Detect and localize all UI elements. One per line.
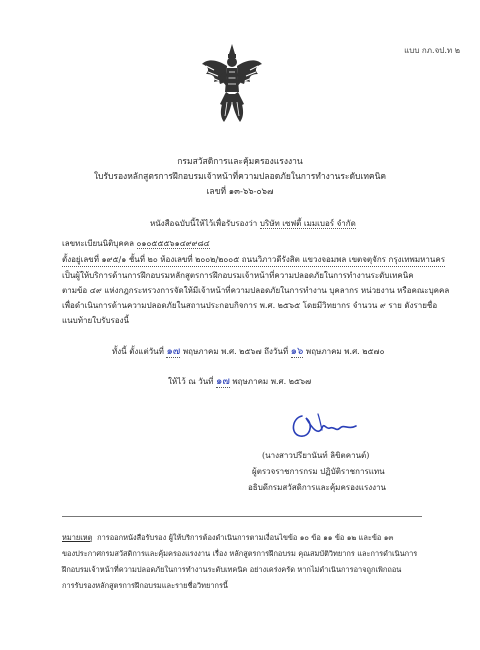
signatory-name: (นางสาวปรียานันท์ ลิขิตคานต์): [262, 451, 370, 460]
note-text-1: การออกหนังสือรับรอง ผู้ให้บริการต้องดำเนินการตามเงื่อนไขข้อ ๑๐ ข้อ ๑๑ ข้อ ๑๒ และข้อ ๑๓: [97, 533, 394, 542]
certificate-number: เลขที่ ๑๓-๖๖-๐๖๗: [206, 187, 274, 197]
signature-icon: [288, 408, 358, 442]
issued-line: [168, 376, 311, 388]
registration-label: เลขทะเบียนนิติบุคคล: [62, 239, 134, 248]
issued-day: ๑๗: [215, 376, 230, 387]
form-code: แบบ กภ.จป.ท ๒: [404, 46, 460, 55]
validity-start-day: ๑๗: [166, 346, 181, 357]
validity-to-label: พฤษภาคม พ.ศ. ๒๕๖๗ ถึงวันที่: [182, 347, 289, 356]
certificate-title: ใบรับรองหลักสูตรการฝึกอบรมเจ้าหน้าที่ความปลอดภัยในการทำงานระดับเทคนิค: [93, 172, 387, 182]
paragraph-line-2: ตามข้อ ๔๙ แห่งกฎกระทรวงการจัดให้มีเจ้าหน้าที่ความปลอดภัยในการทำงาน บุคลากร หน่วยงาน หรือคณะบุคคล: [62, 286, 450, 295]
note-line-1: [62, 530, 393, 545]
registration-line: [62, 238, 210, 250]
note-divider: [62, 516, 422, 517]
signatory-role-2: อธิบดีกรมสวัสดิการและคุ้มครองแรงงาน: [248, 483, 387, 492]
note-line-2: ของประกาศกรมสวัสดิการและคุ้มครองแรงงาน เรื่อง หลักสูตรการฝึกอบรม คุณสมบัติวิทยากร และการดำเนินการ: [62, 549, 418, 558]
paragraph-line-1: เป็นผู้ให้บริการด้านการฝึกอบรมหลักสูตรการฝึกอบรมเจ้าหน้าที่ความปลอดภัยในการทำงานระดับเทคนิค: [62, 271, 414, 280]
issued-label: ให้ไว้ ณ วันที่: [168, 377, 214, 386]
company-name: บริษัท เซฟตี้ เมมเบอร์ จำกัด: [259, 219, 356, 228]
registration-number: ๐๑๐๕๕๕๖๑๔๙๙๘๔: [136, 239, 210, 248]
issued-month-year: พฤษภาคม พ.ศ. ๒๕๖๗: [232, 377, 312, 386]
company-line: [150, 218, 356, 230]
validity-from-label: ทั้งนี้ ตั้งแต่วันที่: [112, 347, 164, 356]
signatory-role-1: ผู้ตรวจราชการกรม ปฏิบัติราชการแทน: [252, 467, 385, 476]
validity-end-day: ๑๖: [290, 346, 304, 357]
note-line-3: ฝึกอบรมเจ้าหน้าที่ความปลอดภัยในการทำงานระดับเทคนิค อย่างเคร่งครัด หากไม่ดำเนินการอาจถูกเพิกถอน: [62, 565, 402, 574]
validity-end-month-year: พฤษภาคม พ.ศ. ๒๕๗๐: [305, 347, 385, 356]
address-line: ตั้งอยู่เลขที่ ๑๙๕/๑ ชั้นที่ ๒๐ ห้องเลขที่ ๒๐๐๒/๒๐๐๕ ถนนวิภาวดีรังสิต แขวงจอมพล เขตจตุจักร กรุงเทพมหานคร: [62, 254, 445, 267]
paragraph-line-4: แนบท้ายใบรับรองนี้: [62, 316, 129, 325]
note-line-4: การรับรองหลักสูตรการฝึกอบรมและรายชื่อวิทยากรนี้: [62, 581, 228, 590]
agency-name: กรมสวัสดิการและคุ้มครองแรงงาน: [177, 157, 303, 167]
validity-line: [112, 346, 384, 358]
garuda-emblem-icon: [200, 40, 264, 128]
cert-intro: หนังสือฉบับนี้ให้ไว้เพื่อรับรองว่า: [150, 219, 258, 228]
paragraph-line-3: เพื่อดำเนินการด้านความปลอดภัยในสถานประกอบกิจการ พ.ศ. ๒๕๖๕ โดยมีวิทยากร จำนวน ๙ ราย ดังรายชื่อ: [62, 301, 438, 310]
note-label: หมายเหตุ: [62, 533, 93, 542]
